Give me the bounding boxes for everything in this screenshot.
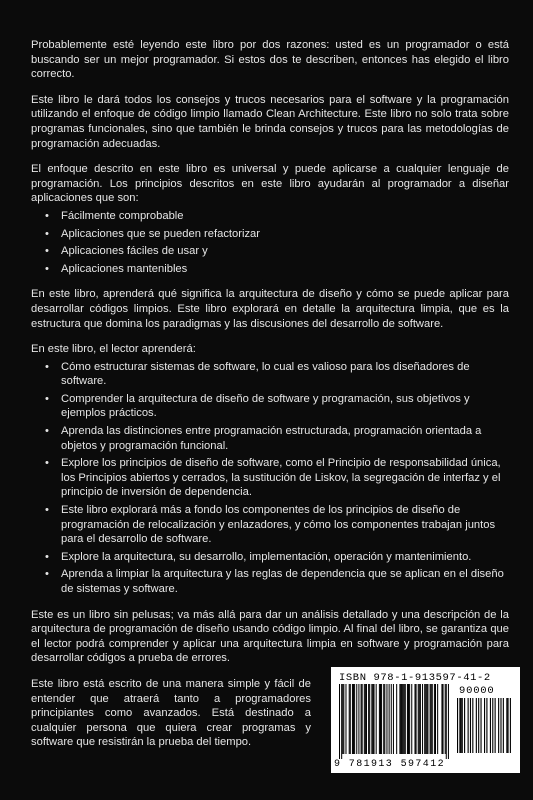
barcode-bar (457, 698, 458, 753)
isbn-barcode (331, 667, 520, 773)
barcode-bar (376, 684, 377, 754)
barcode-bar (361, 684, 362, 754)
barcode-bar (374, 684, 375, 754)
barcode-bar (405, 684, 406, 754)
list-item: • Explore la arquitectura, su desarrollo, implementación, operación y mantenimiento. (61, 550, 509, 565)
barcode-bar (461, 698, 462, 753)
barcode-bar (446, 684, 447, 759)
barcode-bar (432, 684, 433, 754)
barcode-bar (503, 698, 504, 753)
barcode-bar (500, 698, 501, 753)
barcode-bar (462, 698, 463, 753)
barcode-bar (350, 684, 351, 754)
list-item: • Aplicaciones fáciles de usar y (61, 244, 509, 259)
barcode-bar (459, 698, 460, 753)
barcode-bar (368, 684, 369, 754)
barcode-bar (472, 698, 473, 753)
barcode-bar (356, 684, 357, 754)
barcode-bar (443, 684, 444, 754)
barcode-bar (490, 698, 491, 753)
barcode-bar (354, 684, 355, 754)
barcode-bar (400, 684, 401, 754)
list-item: • Aplicaciones mantenibles (61, 262, 509, 277)
barcode-bar (404, 684, 405, 754)
price-barcode-bars (457, 698, 513, 758)
list-item: • Comprender la arquitectura de diseño de software y programación, sus objetivos y ejemplos prácticos. (61, 392, 509, 421)
barcode-bar (383, 684, 384, 754)
barcode-bar (427, 684, 428, 754)
barcode-bar (484, 698, 485, 753)
universal-approach-paragraph: El enfoque descrito en este libro es universal y puede aplicarse a cualquier lenguaje de programación. Los principios descritos en este libro ayudarán al programador a diseñar aplicaciones que son: (31, 163, 509, 205)
ean-barcode-bars (339, 684, 451, 760)
barcode-bar (402, 684, 403, 754)
barcode-bar (416, 684, 417, 754)
barcode-bar (399, 684, 400, 754)
barcode-bar (371, 684, 372, 754)
isbn-number: ISBN 978-1-913597-41-2 (339, 672, 491, 684)
barcode-bar (379, 684, 380, 754)
barcode-bar (409, 684, 410, 754)
barcode-bar (437, 684, 438, 754)
barcode-bar (372, 684, 373, 754)
barcode-bar (430, 684, 431, 754)
intro-paragraph: Probablemente esté leyendo este libro por dos razones: usted es un programador o está buscando ser un mejor programador. Si estos dos te describen, entonces has elegido el libro correcto. (31, 39, 509, 81)
barcode-bar (408, 684, 409, 754)
barcode-bar (393, 684, 394, 754)
barcode-bar (381, 684, 382, 754)
barcode-bar (362, 684, 363, 754)
barcode-bar (441, 684, 442, 754)
list-item: • Fácilmente comprobable (61, 209, 509, 224)
barcode-bar (396, 684, 397, 754)
list-item: • Aprenda a limpiar la arquitectura y las reglas de dependencia que se aplican en el diseño de sistemas y software. (61, 567, 509, 596)
audience-paragraph: Este libro está escrito de una manera simple y fácil de entender que atraerá tanto a programadores principiantes como avanzados. Está destinado a cualquier persona que quiera crear programas y software que resistirán la prueba del tiempo. (31, 677, 311, 749)
barcode-bar (369, 684, 370, 754)
barcode-bar (420, 684, 421, 754)
barcode-bar (364, 684, 365, 754)
clean-architecture-paragraph: Este libro le dará todos los consejos y trucos necesarios para el software y la programación utilizando el enfoque de código limpio llamado Clean Architecture. Este libro no solo trata sobre programas funcionales, sino que también le brinda consejos y trucos para las metodologías de programación adecuadas. (31, 93, 509, 150)
barcode-bar (386, 684, 387, 754)
barcode-bar (425, 684, 426, 754)
barcode-bar (498, 698, 499, 753)
barcode-bar (341, 684, 342, 759)
app-qualities-list (31, 209, 509, 276)
barcode-bar (342, 684, 343, 754)
barcode-bar (418, 684, 419, 754)
barcode-bar (434, 684, 435, 754)
barcode-bar (389, 684, 390, 754)
barcode-bar (478, 698, 479, 753)
barcode-bar (414, 684, 415, 754)
barcode-bar (407, 684, 408, 754)
list-item: • Aplicaciones que se pueden refactorizar (61, 227, 509, 242)
barcode-bar (419, 684, 420, 754)
list-item: • Aprenda las distinciones entre programación estructurada, programación orientada a objetos y programación funcional. (61, 424, 509, 453)
list-item: • Cómo estructurar sistemas de software, lo cual es valioso para los diseñadores de software. (61, 360, 509, 389)
barcode-bar (380, 684, 381, 754)
barcode-bar (345, 684, 346, 754)
barcode-bar (352, 684, 353, 754)
list-item: • Explore los principios de diseño de software, como el Principio de responsabilidad única, los Principios abiertos y cerrados, la sustitución de Liskov, la segregación de interfaz y el principio de inversión de dependencia. (61, 456, 509, 500)
barcode-bar (476, 698, 477, 753)
barcode-bar (403, 684, 404, 754)
barcode-bar (468, 698, 469, 753)
barcode-bar (422, 684, 423, 754)
barcode-bar (507, 698, 508, 753)
blurb (31, 38, 509, 761)
barcode-bar (492, 698, 493, 753)
barcode-bar (445, 684, 446, 754)
barcode-bar (506, 698, 507, 753)
learnings-list (31, 360, 509, 597)
barcode-bar (366, 684, 367, 754)
barcode-bar (486, 698, 487, 753)
barcode-bar (464, 698, 465, 753)
barcode-bar (365, 684, 366, 754)
barcode-bar (384, 684, 385, 754)
barcode-bar (435, 684, 436, 754)
price-code: 90000 (459, 685, 495, 697)
barcode-bar (411, 684, 412, 754)
design-architecture-paragraph: En este libro, aprenderá qué significa la arquitectura de diseño y cómo se puede aplicar para desarrollar códigos limpios. Este libro explorará en detalle la arquitectura limpia, que es la estructura que domina los paradigmas y las discusiones del desarrollo de software. (31, 288, 509, 330)
barcode-bar (448, 684, 449, 759)
barcode-bar (431, 684, 432, 754)
barcode-bar (353, 684, 354, 754)
list-item: • Este libro explorará más a fondo los componentes de los principios de diseño de programación de relocalización y enlazadores, y cómo los componentes trabajan juntos para el desarrollo de software. (61, 503, 509, 547)
barcode-bar (470, 698, 471, 753)
barcode-bar (424, 684, 425, 754)
barcode-bar (495, 698, 496, 753)
barcode-bar (480, 698, 481, 753)
barcode-bar (349, 684, 350, 754)
barcode-bar (343, 684, 344, 754)
barcode-bar (391, 684, 392, 754)
barcode-bar (510, 698, 511, 753)
barcode-bar (358, 684, 359, 754)
learnings-heading: En este libro, el lector aprenderá: (31, 343, 196, 356)
ean-digits: 9 781913 597412 (334, 759, 446, 770)
barcode-bar (426, 684, 427, 754)
no-fluff-paragraph: Este es un libro sin pelusas; va más allá para dar un análisis detallado y una descripción de la arquitectura de programación de diseño usando código limpio. Al final del libro, se garantiza que el lector podrá comprender y aplicar una arquitectura limpia en software y programación para desarrollar códigos a prueba de errores. (31, 608, 509, 665)
barcode-bar (339, 684, 340, 759)
